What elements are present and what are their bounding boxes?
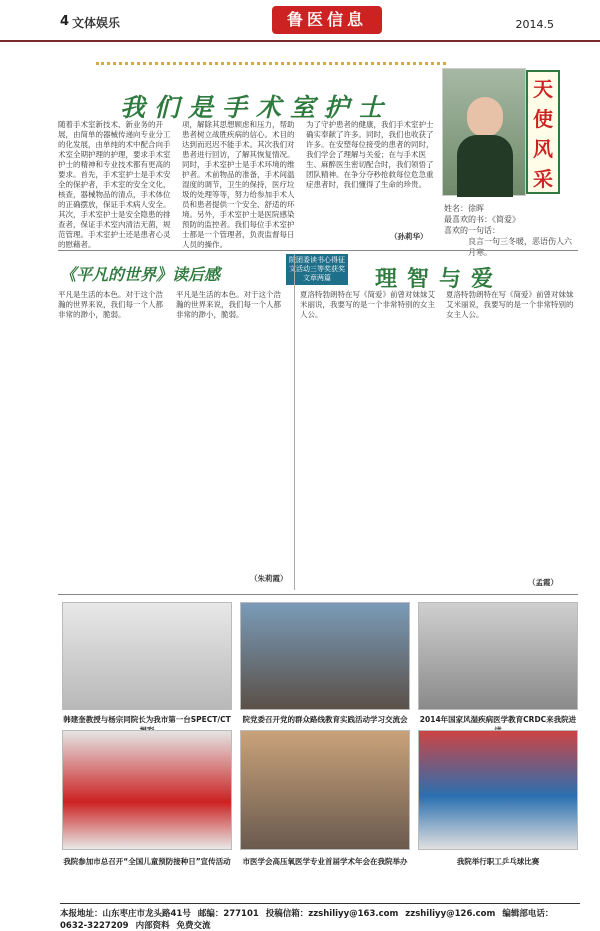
article2-author: （朱莉霞） <box>250 574 288 583</box>
profile-book-label: 最喜欢的书： <box>444 215 492 224</box>
caption-2: 院党委召开党的群众路线教育实践活动学习交流会 <box>242 715 408 724</box>
section-name: 文体娱乐 <box>72 16 121 30</box>
title-dots <box>96 62 446 82</box>
footer-address: 本报地址：山东枣庄市龙头路41号 <box>60 909 191 919</box>
photo-vaccination <box>62 730 232 850</box>
photo-pingpong <box>418 730 578 850</box>
article2-col1: 平凡是生活的本色。对于这个浩瀚的世界来说，我们每一个人都非常的渺小，脆弱。 <box>58 290 163 319</box>
article3-author: （孟霞） <box>528 578 558 587</box>
caption-3: 2014年国家风湿疾病医学教育CRDC来我院进 <box>419 715 577 724</box>
photo-lecture <box>418 602 578 710</box>
page-number: 4 <box>60 14 70 29</box>
article2-col2: 平凡是生活的本色。对于这个浩瀚的世界来说，我们每一个人都非常的渺小，脆弱。 <box>176 290 281 319</box>
footer-email2: zzshiliyy@126.com <box>405 909 496 919</box>
caption-1: 韩建奎教授与杨宗同院长为我市第一台SPECT/CT <box>63 715 231 724</box>
article1-col2: 项，解除其思想顾虑和压力，帮助患者树立战胜疾病的信心。术目的达到而迟迟不能手术。其次我们对患者进行回访，了解其恢复情况。同时，手术室护士是手术环境的维护者。术前物品的准备，手术间温湿度的调节，卫生的保持，医疗垃圾的处理等等，努力给参加手术人员和患者提供一个安全、舒适的环境。另外，手术室护士是医院感染预防的监控者。我们每位手术室护士都是一个管理者，负责监督每日人员的操作。 <box>182 120 295 249</box>
photo-conference <box>240 730 410 850</box>
caption-4: 我院参加市总召开“全国儿童预防接种日”宣传活动 <box>63 857 231 866</box>
photo-spect <box>62 602 232 710</box>
article1-col3: 为了守护患者的健康，我们手术室护士确实奉献了许多。同时，我们也收获了许多。在安塑每位接受的患者的同时，我们学会了理解与关爱；在与手术医生、麻醉医生密切配合时，我们领悟了团队精神。在争分夺秒抢救每位危急重症患者时，我们懂得了生命的珍贵。 <box>306 120 434 189</box>
article3-col2: 夏洛特勃朗特在写《简爱》前曾对妹妹艾米丽说，我要写的是一个非常特别的女主人公。 <box>446 290 574 319</box>
article3-col1: 夏洛特勃朗特在写《简爱》前曾对妹妹艾米丽说，我要写的是一个非常特别的女主人公。 <box>300 290 435 319</box>
footer-phone: 编辑部电话：0632-3227209 <box>60 909 554 931</box>
divider-2 <box>58 594 578 595</box>
profile-quote <box>444 225 574 258</box>
angel-style-badge: 天使风采 <box>526 70 560 194</box>
portrait-body <box>457 135 513 197</box>
issue-date: 2014.5 <box>515 18 554 31</box>
profile-name: 姓名：徐晖 <box>444 204 484 213</box>
profile-quote-value: 良言一句三冬暖，恶语伤人六月寒。 <box>468 237 572 257</box>
masthead-logo: 鲁医信息 <box>272 6 382 34</box>
photo-meeting <box>240 602 410 710</box>
footer-email: 投稿信箱：zzshiliyy@163.com <box>265 909 399 919</box>
portrait-face <box>467 97 503 137</box>
page-footer <box>60 903 580 931</box>
article2-title: 《平凡的世界》读后感 <box>60 265 221 284</box>
contest-notice: 院团委读书心得征文活动三等奖获奖文章两篇 <box>286 254 348 285</box>
article1-col1: 随着手术室新技术、新业务的开展，由简单的器械传递向专业分工的化发展，由单纯的术中配合向手术室全期护理的护理，要求手术室护士的精神和专业技术都有更高的要求。首先，手术室护士是手术安全的保护者，手术室的安全文化，核查，器械物品的清点，手术体位的正确摆放，保证手术病人安全。其次，手术室护士是安全隐患的排查者，保证手术室内清洁无菌，规范管理。手术室护士还是患者心灵的慰藉者。 <box>58 120 171 249</box>
article1-author: （孙莉华） <box>390 232 428 241</box>
footer-postcode: 邮编：277101 <box>197 909 259 919</box>
column-divider <box>294 254 295 590</box>
profile-quote-label: 喜欢的一句话： <box>444 226 500 235</box>
footer-note: 内部资料 免费交流 <box>135 921 211 931</box>
divider-1 <box>58 250 578 251</box>
page-header <box>0 0 600 42</box>
caption-6: 我院举行职工乒乓球比赛 <box>456 857 540 866</box>
nurse-portrait <box>442 68 526 196</box>
article3-title: 理智与爱 <box>375 266 504 292</box>
profile-book <box>444 214 574 225</box>
article1-title: 我们是手术室护士 <box>120 93 393 122</box>
profile-book-value: 《简爱》 <box>492 215 520 224</box>
caption-5: 市医学会高压氧医学专业首届学术年会在我院举办 <box>242 857 408 866</box>
